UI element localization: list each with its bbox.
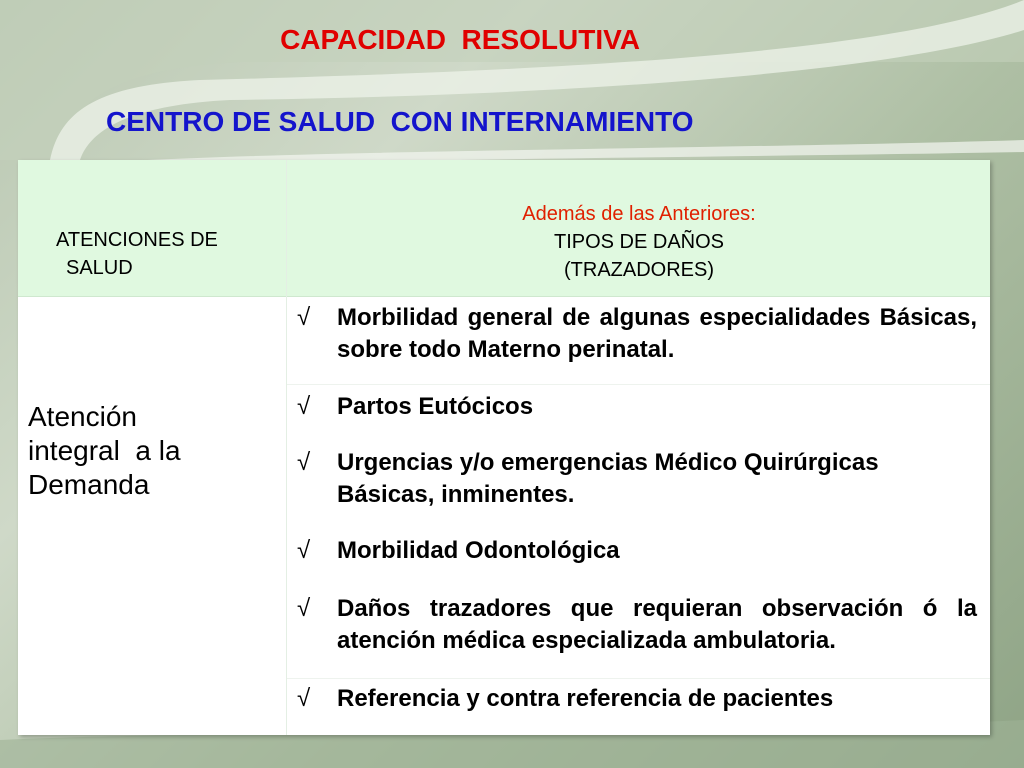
list-item bbox=[297, 447, 977, 511]
list-item bbox=[297, 302, 977, 366]
check-icon: √ bbox=[297, 537, 311, 564]
left-cell-line3: Demanda bbox=[28, 469, 150, 500]
list-item-text: Urgencias y/o emergencias Médico Quirúrgicas Básicas, inminentes. bbox=[337, 449, 879, 508]
check-icon: √ bbox=[297, 449, 311, 476]
header-right-accent: Además de las Anteriores: bbox=[522, 203, 756, 225]
row-separator bbox=[287, 384, 990, 385]
list-item-text: Morbilidad general de algunas especialidades Básicas, sobre todo Materno perinatal. bbox=[337, 304, 977, 363]
left-cell-line2: integral a la bbox=[28, 435, 181, 466]
header-right-cell bbox=[288, 200, 990, 284]
list-item-text: Partos Eutócicos bbox=[337, 393, 534, 420]
check-icon: √ bbox=[297, 595, 311, 622]
list-item-text: Referencia y contra referencia de pacientes bbox=[337, 685, 834, 712]
slide-title: CAPACIDAD RESOLUTIVA bbox=[280, 24, 640, 55]
left-cell-line1: Atención bbox=[28, 401, 137, 432]
check-icon: √ bbox=[297, 304, 311, 331]
left-body-cell bbox=[28, 400, 278, 502]
slide-subtitle: CENTRO DE SALUD CON INTERNAMIENTO bbox=[106, 106, 694, 137]
list-item bbox=[297, 391, 977, 423]
list-item bbox=[297, 683, 977, 715]
check-icon: √ bbox=[297, 393, 311, 420]
check-icon: √ bbox=[297, 685, 311, 712]
list-item bbox=[297, 593, 977, 657]
header-left-line1: ATENCIONES DE bbox=[56, 229, 218, 251]
column-divider bbox=[286, 160, 287, 735]
header-right-line2: TIPOS DE DAÑOS bbox=[553, 231, 725, 253]
header-left-cell bbox=[56, 226, 286, 282]
list-item-text: Morbilidad Odontológica bbox=[337, 537, 620, 564]
list-item bbox=[297, 535, 977, 567]
capacity-table bbox=[18, 160, 990, 735]
header-left-line2: SALUD bbox=[66, 257, 133, 279]
header-right-line3: (TRAZADORES) bbox=[564, 259, 714, 281]
list-item-text: Daños trazadores que requieran observación ó la atención médica especializada ambulatoria. bbox=[337, 595, 977, 654]
row-separator bbox=[287, 678, 990, 679]
